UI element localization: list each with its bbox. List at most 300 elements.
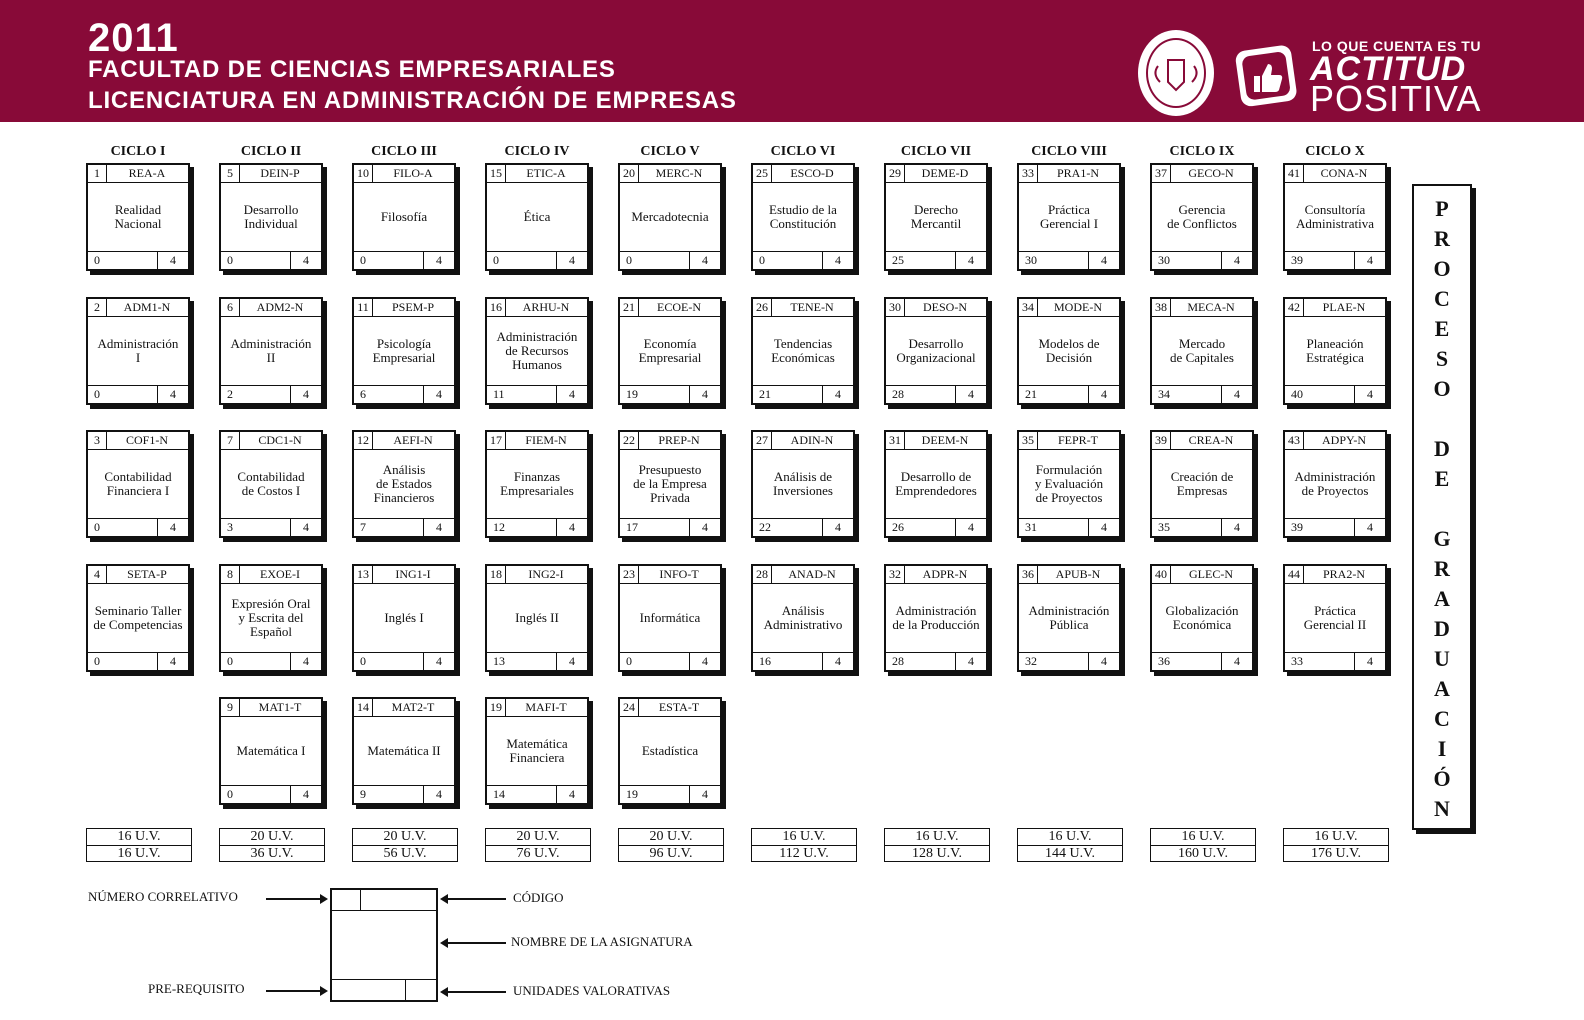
- course-card: [1017, 430, 1121, 538]
- course-name: Planeación Estratégica: [1306, 336, 1364, 365]
- course-footer: [221, 652, 321, 670]
- course-uv: 4: [423, 519, 454, 536]
- course-footer: [88, 518, 188, 536]
- course-card: [1150, 297, 1254, 405]
- course-prerequisite: 35: [1158, 520, 1170, 534]
- course-header: [487, 432, 587, 450]
- course-name: Realidad Nacional: [114, 202, 162, 231]
- uv-cycle-total: 16 U.V.: [752, 829, 856, 846]
- course-number: 15: [487, 165, 506, 182]
- course-code: REA-A: [128, 166, 166, 180]
- course-header: [1019, 566, 1119, 584]
- course-prerequisite: 3: [227, 520, 233, 534]
- course-prerequisite: 34: [1158, 387, 1170, 401]
- course-uv: 4: [1088, 252, 1119, 269]
- course-number: 44: [1285, 566, 1304, 583]
- slogan-mid: ACTITUD: [1310, 50, 1467, 88]
- uv-total-box: [884, 828, 990, 862]
- course-code: ETIC-A: [526, 166, 566, 180]
- course-code: ECOE-N: [657, 300, 701, 314]
- course-card: [485, 697, 589, 805]
- course-card: [352, 163, 456, 271]
- course-prerequisite: 0: [94, 253, 100, 267]
- course-code: MODE-N: [1054, 300, 1102, 314]
- course-prerequisite: 9: [360, 787, 366, 801]
- course-footer: [88, 652, 188, 670]
- course-name: Creación de Empresas: [1170, 469, 1234, 498]
- course-card: [751, 297, 855, 405]
- course-header: [1019, 432, 1119, 450]
- course-card: [219, 430, 323, 538]
- course-header: [354, 699, 454, 717]
- course-name: Contabilidad Financiera I: [104, 469, 172, 498]
- course-number: 33: [1019, 165, 1038, 182]
- course-name: Mercado de Capitales: [1170, 336, 1234, 365]
- course-uv: 4: [955, 252, 986, 269]
- course-prerequisite: 0: [626, 253, 632, 267]
- course-uv: 4: [689, 386, 720, 403]
- course-number: 40: [1152, 566, 1171, 583]
- course-uv: 4: [955, 386, 986, 403]
- course-prerequisite: 17: [626, 520, 638, 534]
- course-name: Seminario Taller de Competencias: [93, 603, 183, 632]
- uv-cycle-total: 20 U.V.: [619, 829, 723, 846]
- course-uv: 4: [1354, 519, 1385, 536]
- course-header: [221, 699, 321, 717]
- course-prerequisite: 0: [360, 654, 366, 668]
- course-number: 27: [753, 432, 772, 449]
- course-uv: 4: [157, 252, 188, 269]
- course-header: [753, 165, 853, 183]
- course-footer: [221, 785, 321, 803]
- course-number: 38: [1152, 299, 1171, 316]
- course-name: Análisis de Estados Financieros: [373, 462, 435, 505]
- course-number: 5: [221, 165, 240, 182]
- course-prerequisite: 0: [94, 654, 100, 668]
- course-header: [221, 299, 321, 317]
- course-card: [219, 697, 323, 805]
- course-footer: [354, 652, 454, 670]
- course-name: Economía Empresarial: [638, 336, 702, 365]
- legend-codigo-arrow: [442, 898, 506, 900]
- uv-cycle-total: 16 U.V.: [87, 829, 191, 846]
- course-uv: 4: [1221, 252, 1252, 269]
- cycle-title: CICLO VIII: [1031, 144, 1107, 159]
- course-code: MAFI-T: [525, 700, 567, 714]
- program-title: LICENCIATURA EN ADMINISTRACIÓN DE EMPRESAS: [88, 87, 737, 114]
- course-header: [1152, 566, 1252, 584]
- course-prerequisite: 12: [493, 520, 505, 534]
- course-card: [352, 564, 456, 672]
- uv-total-box: [618, 828, 724, 862]
- course-code: SETA-P: [127, 567, 167, 581]
- course-code: DEIN-P: [260, 166, 300, 180]
- uv-cumulative-total: 16 U.V.: [117, 846, 161, 861]
- course-card: [884, 163, 988, 271]
- course-card: [1283, 297, 1387, 405]
- uv-cumulative-total: 176 U.V.: [1311, 846, 1361, 861]
- uv-cycle-total: 20 U.V.: [353, 829, 457, 846]
- course-header: [1019, 299, 1119, 317]
- course-footer: [1285, 518, 1385, 536]
- course-number: 16: [487, 299, 506, 316]
- course-number: 39: [1152, 432, 1171, 449]
- course-name: Desarrollo Individual: [243, 202, 299, 231]
- course-footer: [221, 251, 321, 269]
- course-footer: [1019, 518, 1119, 536]
- course-footer: [753, 652, 853, 670]
- course-code: ING1-I: [395, 567, 431, 581]
- uv-cycle-total: 20 U.V.: [220, 829, 324, 846]
- course-name: Administración I: [97, 336, 179, 365]
- course-number: 28: [753, 566, 772, 583]
- uv-cycle-total: 20 U.V.: [486, 829, 590, 846]
- course-number: 30: [886, 299, 905, 316]
- legend-course-box: [330, 888, 438, 1002]
- course-card: [352, 297, 456, 405]
- graduation-process-label: P R O C E S O D E G R A D U A C I Ó N: [1433, 196, 1451, 821]
- course-code: APUB-N: [1055, 567, 1101, 581]
- course-header: [88, 165, 188, 183]
- uv-cycle-total: 16 U.V.: [885, 829, 989, 846]
- course-prerequisite: 14: [493, 787, 505, 801]
- course-prerequisite: 0: [227, 253, 233, 267]
- course-code: GLEC-N: [1189, 567, 1233, 581]
- course-footer: [1019, 251, 1119, 269]
- course-name: Informática: [639, 610, 701, 625]
- course-footer: [1152, 652, 1252, 670]
- course-uv: 4: [290, 519, 321, 536]
- course-footer: [221, 385, 321, 403]
- course-code: FIEM-N: [525, 433, 567, 447]
- course-header: [1152, 299, 1252, 317]
- cycle-title: CICLO IX: [1169, 144, 1235, 159]
- course-number: 13: [354, 566, 373, 583]
- course-card: [1017, 297, 1121, 405]
- course-header: [620, 699, 720, 717]
- course-footer: [620, 385, 720, 403]
- thumbs-up-icon: [1232, 42, 1298, 108]
- course-number: 25: [753, 165, 772, 182]
- course-number: 43: [1285, 432, 1304, 449]
- course-header: [88, 432, 188, 450]
- course-number: 3: [88, 432, 107, 449]
- uv-cycle-total: 16 U.V.: [1151, 829, 1255, 846]
- course-number: 22: [620, 432, 639, 449]
- course-uv: 4: [423, 653, 454, 670]
- legend-numero-label: NÚMERO CORRELATIVO: [88, 889, 238, 904]
- course-card: [86, 564, 190, 672]
- course-uv: 4: [556, 519, 587, 536]
- uv-cumulative-total: 144 U.V.: [1045, 846, 1095, 861]
- course-code: MAT1-T: [258, 700, 302, 714]
- course-prerequisite: 28: [892, 387, 904, 401]
- course-prerequisite: 30: [1025, 253, 1037, 267]
- uv-cumulative-total: 56 U.V.: [383, 846, 427, 861]
- course-header: [1285, 566, 1385, 584]
- course-name: Presupuesto de la Empresa Privada: [633, 462, 707, 505]
- cycle-title: CICLO III: [371, 144, 437, 159]
- course-footer: [1285, 251, 1385, 269]
- course-footer: [886, 385, 986, 403]
- course-code: INFO-T: [659, 567, 699, 581]
- course-name: Filosofía: [380, 209, 428, 224]
- course-code: DESO-N: [923, 300, 967, 314]
- course-uv: 4: [689, 519, 720, 536]
- course-header: [620, 566, 720, 584]
- course-prerequisite: 25: [892, 253, 904, 267]
- course-prerequisite: 26: [892, 520, 904, 534]
- course-number: 9: [221, 699, 240, 716]
- course-uv: 4: [290, 386, 321, 403]
- course-footer: [753, 385, 853, 403]
- course-card: [884, 564, 988, 672]
- course-code: ADM1-N: [123, 300, 171, 314]
- course-name: Mercadotecnia: [631, 209, 709, 224]
- course-number: 24: [620, 699, 639, 716]
- course-header: [221, 566, 321, 584]
- course-code: GECO-N: [1188, 166, 1234, 180]
- course-number: 6: [221, 299, 240, 316]
- course-footer: [620, 251, 720, 269]
- legend-nombre-arrow: [442, 942, 506, 944]
- course-footer: [354, 518, 454, 536]
- course-number: 21: [620, 299, 639, 316]
- course-name: Matemática Financiera: [506, 736, 568, 765]
- course-code: ING2-I: [528, 567, 564, 581]
- course-prerequisite: 40: [1291, 387, 1303, 401]
- course-number: 32: [886, 566, 905, 583]
- course-footer: [1285, 385, 1385, 403]
- course-header: [1019, 165, 1119, 183]
- legend-unidades-label: UNIDADES VALORATIVAS: [513, 983, 671, 998]
- course-card: [352, 430, 456, 538]
- course-footer: [487, 251, 587, 269]
- course-footer: [886, 251, 986, 269]
- course-code: ESTA-T: [658, 700, 700, 714]
- course-card: [352, 697, 456, 805]
- course-code: TENE-N: [790, 300, 834, 314]
- course-prerequisite: 39: [1291, 253, 1303, 267]
- course-number: 41: [1285, 165, 1304, 182]
- course-code: PLAE-N: [1322, 300, 1366, 314]
- course-prerequisite: 2: [227, 387, 233, 401]
- course-prerequisite: 36: [1158, 654, 1170, 668]
- course-name: Globalización Económica: [1165, 603, 1239, 632]
- course-name: Práctica Gerencial II: [1303, 603, 1367, 632]
- course-name: Administración de Proyectos: [1294, 469, 1376, 498]
- course-number: 17: [487, 432, 506, 449]
- course-code: PRA1-N: [1056, 166, 1099, 180]
- course-code: MAT2-T: [391, 700, 435, 714]
- course-code: ADPY-N: [1321, 433, 1366, 447]
- course-header: [88, 566, 188, 584]
- course-code: ARHU-N: [522, 300, 570, 314]
- course-uv: 4: [822, 653, 853, 670]
- course-code: EXOE-I: [260, 567, 300, 581]
- uv-cumulative-total: 76 U.V.: [516, 846, 560, 861]
- course-header: [1285, 299, 1385, 317]
- course-header: [88, 299, 188, 317]
- course-code: COF1-N: [125, 433, 168, 447]
- course-header: [1152, 432, 1252, 450]
- course-card: [884, 430, 988, 538]
- course-footer: [1152, 385, 1252, 403]
- uv-total-box: [1017, 828, 1123, 862]
- course-uv: 4: [290, 653, 321, 670]
- course-name: Modelos de Decisión: [1038, 336, 1100, 365]
- course-header: [886, 165, 986, 183]
- course-number: 7: [221, 432, 240, 449]
- course-code: DEME-D: [921, 166, 969, 180]
- legend-nombre-label: NOMBRE DE LA ASIGNATURA: [511, 934, 693, 949]
- course-name: Desarrollo Organizacional: [896, 336, 976, 365]
- course-uv: 4: [1088, 519, 1119, 536]
- course-prerequisite: 30: [1158, 253, 1170, 267]
- course-card: [751, 564, 855, 672]
- course-card: [751, 430, 855, 538]
- course-prerequisite: 33: [1291, 654, 1303, 668]
- course-number: 35: [1019, 432, 1038, 449]
- course-number: 4: [88, 566, 107, 583]
- course-code: PSEM-P: [391, 300, 435, 314]
- course-prerequisite: 0: [493, 253, 499, 267]
- course-code: CONA-N: [1320, 166, 1368, 180]
- course-name: Derecho Mercantil: [910, 202, 962, 231]
- course-uv: 4: [157, 386, 188, 403]
- course-footer: [1019, 385, 1119, 403]
- course-card: [485, 430, 589, 538]
- course-name: Análisis de Inversiones: [773, 469, 833, 498]
- course-footer: [354, 385, 454, 403]
- course-header: [753, 432, 853, 450]
- course-name: Formulación y Evaluación de Proyectos: [1034, 462, 1104, 505]
- course-card: [485, 564, 589, 672]
- uv-cumulative-total: 36 U.V.: [250, 846, 294, 861]
- course-footer: [88, 385, 188, 403]
- course-prerequisite: 13: [493, 654, 505, 668]
- course-uv: 4: [822, 252, 853, 269]
- course-uv: 4: [423, 386, 454, 403]
- course-footer: [487, 385, 587, 403]
- course-card: [1150, 163, 1254, 271]
- course-uv: 4: [689, 786, 720, 803]
- course-footer: [1152, 518, 1252, 536]
- course-name: Finanzas Empresariales: [500, 469, 574, 498]
- course-prerequisite: 19: [626, 787, 638, 801]
- course-footer: [1019, 652, 1119, 670]
- course-card: [1150, 564, 1254, 672]
- course-card: [1283, 430, 1387, 538]
- course-card: [485, 297, 589, 405]
- university-seal-icon: [1138, 30, 1214, 116]
- uv-cumulative-total: 128 U.V.: [912, 846, 962, 861]
- course-prerequisite: 0: [759, 253, 765, 267]
- course-code: ANAD-N: [788, 567, 836, 581]
- course-header: [354, 566, 454, 584]
- course-number: 11: [354, 299, 373, 316]
- cycle-title: CICLO IV: [504, 144, 570, 159]
- course-uv: 4: [423, 252, 454, 269]
- course-code: PREP-N: [658, 433, 700, 447]
- course-name: Estadística: [641, 743, 699, 758]
- course-footer: [487, 785, 587, 803]
- course-header: [620, 165, 720, 183]
- course-card: [618, 564, 722, 672]
- course-code: ADPR-N: [922, 567, 968, 581]
- course-number: 42: [1285, 299, 1304, 316]
- course-header: [221, 432, 321, 450]
- uv-total-box: [1283, 828, 1389, 862]
- uv-total-box: [352, 828, 458, 862]
- course-footer: [620, 652, 720, 670]
- course-footer: [753, 518, 853, 536]
- course-uv: 4: [1088, 386, 1119, 403]
- course-header: [221, 165, 321, 183]
- course-number: 8: [221, 566, 240, 583]
- course-code: FEPR-T: [1057, 433, 1098, 447]
- course-name: Tendencias Económicas: [771, 336, 835, 365]
- course-footer: [487, 652, 587, 670]
- course-uv: 4: [556, 386, 587, 403]
- course-header: [487, 299, 587, 317]
- course-code: CREA-N: [1188, 433, 1234, 447]
- course-uv: 4: [1354, 252, 1385, 269]
- course-card: [86, 297, 190, 405]
- course-footer: [88, 251, 188, 269]
- course-uv: 4: [290, 252, 321, 269]
- course-name: Contabilidad de Costos I: [237, 469, 305, 498]
- course-header: [1285, 432, 1385, 450]
- course-prerequisite: 7: [360, 520, 366, 534]
- cycle-title: CICLO V: [640, 144, 700, 159]
- course-prerequisite: 22: [759, 520, 771, 534]
- header-banner: [0, 0, 1584, 122]
- course-prerequisite: 21: [1025, 387, 1037, 401]
- course-uv: 4: [423, 786, 454, 803]
- course-card: [219, 564, 323, 672]
- course-footer: [753, 251, 853, 269]
- course-uv: 4: [1221, 519, 1252, 536]
- course-prerequisite: 19: [626, 387, 638, 401]
- course-uv: 4: [822, 386, 853, 403]
- course-uv: 4: [1221, 386, 1252, 403]
- course-header: [886, 299, 986, 317]
- uv-cycle-total: 16 U.V.: [1018, 829, 1122, 846]
- course-footer: [354, 785, 454, 803]
- course-uv: 4: [556, 252, 587, 269]
- slogan-bottom: POSITIVA: [1310, 78, 1482, 119]
- uv-cumulative-total: 160 U.V.: [1178, 846, 1228, 861]
- cycle-title: CICLO I: [110, 144, 166, 159]
- legend-unidades-arrow: [442, 991, 506, 993]
- course-uv: 4: [157, 519, 188, 536]
- course-card: [219, 163, 323, 271]
- course-number: 31: [886, 432, 905, 449]
- course-uv: 4: [157, 653, 188, 670]
- course-card: [1017, 163, 1121, 271]
- course-name: Psicología Empresarial: [372, 336, 436, 365]
- graduation-process-box: [1412, 184, 1472, 830]
- course-code: ESCO-D: [790, 166, 834, 180]
- uv-cycle-total: 16 U.V.: [1284, 829, 1388, 846]
- course-name: Administración de Recursos Humanos: [496, 329, 578, 372]
- course-card: [485, 163, 589, 271]
- course-uv: 4: [1221, 653, 1252, 670]
- course-footer: [354, 251, 454, 269]
- course-uv: 4: [1088, 653, 1119, 670]
- course-name: Análisis Administrativo: [763, 603, 843, 632]
